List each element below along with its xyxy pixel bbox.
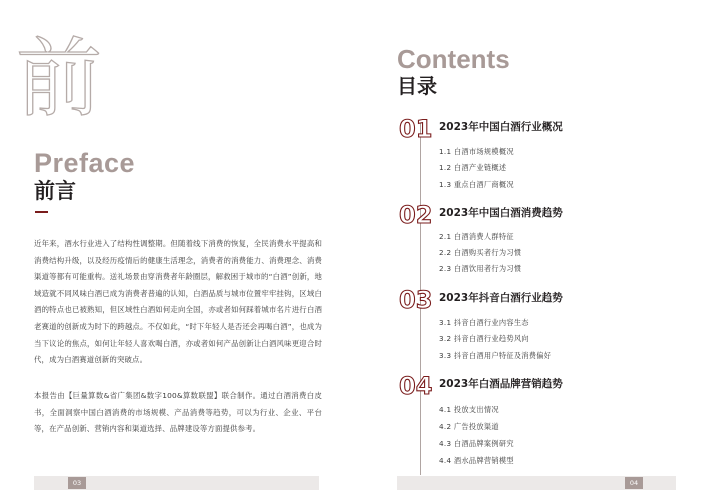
section-title[interactable]: 2023年中国白酒消费趋势 (439, 207, 563, 219)
right-footer-bar (397, 476, 676, 490)
preface-title-en: Preface (34, 148, 136, 178)
toc-item[interactable]: 3.3 抖音白酒用户特征及消费偏好 (439, 351, 552, 360)
left-footer-bar (34, 476, 319, 490)
svg-text:01: 01 (399, 115, 433, 143)
toc-item[interactable]: 2.1 白酒消费人群特征 (439, 232, 514, 241)
toc-item[interactable]: 4.1 投放支出情况 (439, 405, 499, 414)
page-number-right: 04 (625, 477, 643, 489)
page-number-left: 03 (68, 477, 86, 489)
toc-item[interactable]: 3.2 抖音白酒行业趋势风向 (439, 334, 529, 343)
toc-item[interactable]: 3.1 抖音白酒行业内容生态 (439, 318, 529, 327)
svg-text:04: 04 (399, 372, 433, 400)
title-accent-rule (35, 211, 48, 213)
toc-item[interactable]: 4.3 白酒品牌案例研究 (439, 439, 514, 448)
section-title[interactable]: 2023年白酒品牌营销趋势 (439, 378, 563, 390)
preface-paragraph-2: 本报告由【巨量算数&省广集团&数字100&算数联盟】联合制作。通过白酒消费白皮书，全面洞察中国白酒消费的市场规模、产品消费等趋势，可以为行业、企业、平台等，在产品创新、营销内容和渠道选择、品牌建设等方面提供参考。 (34, 391, 322, 434)
section-number-badge (398, 372, 433, 400)
toc-item[interactable]: 2.2 白酒购买者行为习惯 (439, 248, 522, 257)
preface-big-character (16, 28, 102, 129)
section-number-badge (398, 286, 433, 314)
section-title[interactable]: 2023年中国白酒行业概况 (439, 121, 563, 133)
toc-item[interactable]: 1.2 白酒产业链概述 (439, 163, 507, 172)
svg-text:02: 02 (399, 201, 433, 229)
toc-item[interactable]: 4.2 广告投放渠道 (439, 422, 499, 431)
toc-item[interactable]: 2.3 白酒饮用者行为习惯 (439, 264, 522, 273)
contents-title-cn: 目录 (397, 74, 437, 98)
contents-title-en: Contents (397, 44, 510, 74)
section-number-badge (398, 201, 433, 229)
toc-item[interactable]: 4.4 酒水品牌营销模型 (439, 456, 514, 465)
preface-title-cn: 前言 (34, 179, 76, 203)
toc-item[interactable]: 1.3 重点白酒厂商概况 (439, 180, 514, 189)
toc-item[interactable]: 1.1 白酒市场规模概况 (439, 147, 514, 156)
svg-text:前: 前 (16, 29, 102, 129)
section-number-badge (398, 115, 433, 143)
preface-paragraph-1: 近年来，酒水行业进入了结构性调整期。但随着线下消费的恢复，全民消费水平提高和消费结构升级，以及经历疫情后的健康生活理念，消费者的消费能力、消费理念、消费渠道等都有可能重构。送礼场景由穿消费者年龄圈层，解救困于城市的“白酒”创新，地域造就不同风味白酒已成为消费者普遍的认知，白酒品质与城市位置牢牢挂钩，区域白酒的特点也已被熟知，但区域性白酒如何走向全国，亦或者如何踩着城市名片进行白酒老赛道的创新成为时下的跨越点。不仅如此，“时下年轻人是否还会再喝白酒”，也成为当下议论的焦点，如何让年轻人喜欢喝白酒，亦或者如何产品创新让白酒风味更迎合时代，成为白酒赛道创新的突破点。 (34, 239, 322, 365)
section-title[interactable]: 2023年抖音白酒行业趋势 (439, 292, 563, 304)
svg-text:03: 03 (399, 286, 433, 314)
